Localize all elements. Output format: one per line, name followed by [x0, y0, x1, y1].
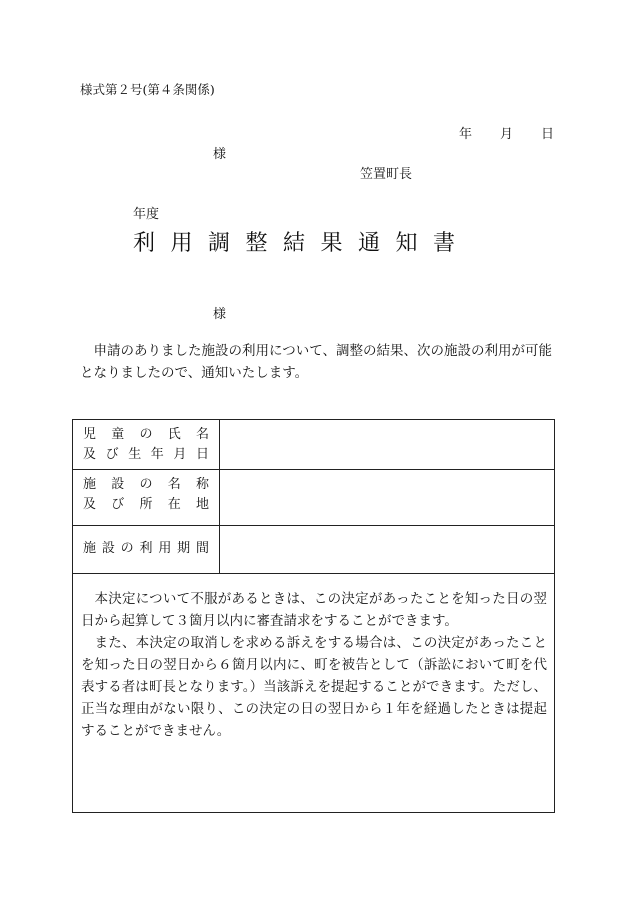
label-line — [83, 425, 209, 445]
label-char: 在 — [167, 497, 181, 512]
label-char: 及 — [83, 447, 97, 462]
label-line — [83, 475, 209, 495]
addressee-top: 様 — [213, 147, 227, 162]
label-char: び — [111, 497, 125, 512]
date-month: 月 — [500, 127, 514, 142]
appeal-notice — [81, 588, 547, 742]
label-char: 設 — [101, 541, 115, 556]
intro-paragraph: 申請のありました施設の利用について、調整の結果、次の施設の利用が可能となりましたので、通知いたします。 — [80, 343, 552, 381]
label-char: 地 — [195, 497, 209, 512]
label-child-name-birthdate — [73, 420, 220, 469]
label-char: 利 — [139, 541, 153, 556]
label-char: 月 — [173, 447, 187, 462]
label-char: 名 — [195, 427, 209, 442]
table-row — [73, 470, 554, 526]
date-year: 年 — [459, 127, 473, 142]
date-line — [459, 123, 554, 142]
label-char: 施 — [83, 541, 97, 556]
label-char: 期 — [177, 541, 191, 556]
date-day: 日 — [541, 127, 555, 142]
label-line — [83, 445, 209, 465]
label-char: の — [120, 541, 134, 556]
table-row — [73, 420, 554, 470]
document-title: 利用調整結果通知書 — [133, 231, 471, 256]
label-facility-usage-period — [73, 526, 220, 573]
label-char: 称 — [195, 477, 209, 492]
addressee-bottom: 様 — [213, 307, 227, 322]
label-char: の — [139, 427, 153, 442]
label-char: 児 — [83, 427, 97, 442]
label-char: 年 — [150, 447, 164, 462]
label-char: 生 — [128, 447, 142, 462]
label-char: 施 — [83, 477, 97, 492]
table-row — [73, 526, 554, 574]
label-char: 設 — [111, 477, 125, 492]
intro-text — [80, 340, 560, 384]
notice-paragraph-2: また、本決定の取消しを求める訴えをする場合は、この決定があったことを知った日の翌日から６箇月以内に、町を被告として（訴訟において町を代表する者は町長となります。）当該訴えを提起することができます。ただし、正当な理由がない限り、この決定の日の翌日から１年を経過したときは提起することができません。 — [81, 635, 547, 739]
label-char: 間 — [195, 541, 209, 556]
label-char: 日 — [195, 447, 209, 462]
form-number: 様式第２号(第４条関係) — [80, 82, 215, 97]
label-line — [83, 539, 209, 559]
facility-name-address-field[interactable] — [220, 470, 554, 525]
label-line — [83, 495, 209, 515]
label-char: 氏 — [167, 427, 181, 442]
result-table — [72, 419, 555, 813]
label-char: 及 — [83, 497, 97, 512]
label-char: 用 — [158, 541, 172, 556]
notice-paragraph-1: 本決定について不服があるときは、この決定があったことを知った日の翌日から起算して３箇月以内に審査請求をすることができます。 — [81, 591, 547, 629]
label-char: 所 — [139, 497, 153, 512]
facility-usage-period-field[interactable] — [220, 526, 554, 573]
label-char: 童 — [111, 427, 125, 442]
label-char: 名 — [167, 477, 181, 492]
label-char: の — [139, 477, 153, 492]
child-name-birthdate-field[interactable] — [220, 420, 554, 469]
label-facility-name-address — [73, 470, 220, 525]
fiscal-year: 年度 — [133, 207, 160, 222]
sender: 笠置町長 — [360, 167, 413, 182]
label-char: び — [105, 447, 119, 462]
